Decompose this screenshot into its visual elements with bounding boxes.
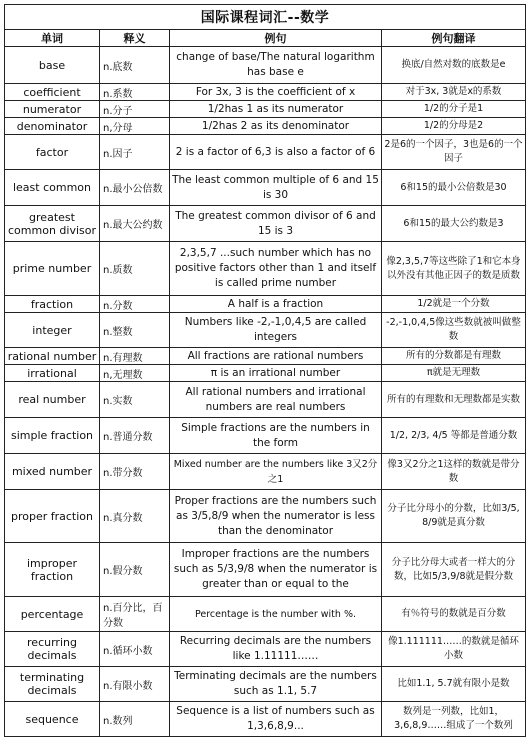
table-row [5,382,526,418]
word-cell: rational number [5,348,100,365]
meaning-cell: n.循环小数 [100,632,170,667]
meaning-cell: n.最小公倍数 [100,170,170,206]
translation-cell: 像1.111111……的数就是循环小数 [382,632,526,667]
word-cell: least common [5,170,100,206]
example-cell: Simple fractions are the numbers in the form [170,418,382,454]
header-translation: 例句翻译 [382,30,526,47]
translation-cell: 1/2的分母是2 [382,118,526,135]
meaning-cell: n,分母 [100,118,170,135]
table-row [5,101,526,118]
example-cell: A half is a fraction [170,296,382,313]
translation-cell: 数列是一列数，比如1，3,6,8,9……组成了一个数列 [382,702,526,737]
translation-cell: 所有的有理数和无理数都是实数 [382,382,526,418]
word-cell: prime number [5,242,100,296]
meaning-cell: n.带分数 [100,454,170,490]
translation-cell: 比如1.1, 5.7就有限小是数 [382,667,526,702]
table-row [5,313,526,348]
table-row [5,365,526,382]
translation-cell: 1/2, 2/3, 4/5 等都是普通分数 [382,418,526,454]
translation-cell: 有％符号的数就是百分数 [382,597,526,632]
meaning-cell: n.真分数 [100,490,170,543]
table-row [5,118,526,135]
translation-cell: 换底/自然对数的底数是e [382,47,526,84]
example-cell: Sequence is a list of numbers such as 1,3,6,8,9... [170,702,382,737]
table-row [5,667,526,702]
example-cell: change of base/The natural logarithm has base e [170,47,382,84]
translation-cell: 像2,3,5,7等这些除了1和它本身以外没有其他正因子的数是质数 [382,242,526,296]
meaning-cell: n.整数 [100,313,170,348]
word-cell: proper fraction [5,490,100,543]
meaning-cell: n.最大公约数 [100,206,170,242]
vocabulary-sheet [4,4,525,737]
meaning-cell: n.数列 [100,702,170,737]
title-row [5,5,526,30]
example-cell: All fractions are rational numbers [170,348,382,365]
table-body [5,47,526,737]
example-cell: For 3x, 3 is the coefficient of x [170,84,382,101]
example-cell: Numbers like -2,-1,0,4,5 are called integers [170,313,382,348]
translation-cell: 6和15的最小公倍数是30 [382,170,526,206]
table-row [5,296,526,313]
word-cell: mixed number [5,454,100,490]
table-row [5,418,526,454]
word-cell: fraction [5,296,100,313]
translation-cell: 6和15的最大公约数是3 [382,206,526,242]
translation-cell: 所有的分数都是有理数 [382,348,526,365]
header-row [5,30,526,47]
meaning-cell: n.百分比，百分数 [100,597,170,632]
header-example: 例句 [170,30,382,47]
word-cell: factor [5,135,100,170]
example-cell: Percentage is the number with %. [170,597,382,632]
example-cell: 1/2has 1 as its numerator [170,101,382,118]
word-cell: numerator [5,101,100,118]
translation-cell: 2是6的一个因子，3也是6的一个因子 [382,135,526,170]
sheet-title: 国际课程词汇--数学 [5,5,526,30]
table-row [5,170,526,206]
vocabulary-table [4,4,526,737]
meaning-cell: n.假分数 [100,543,170,597]
table-row [5,135,526,170]
example-cell: The least common multiple of 6 and 15 is 30 [170,170,382,206]
word-cell: greatest common divisor [5,206,100,242]
meaning-cell: n.实数 [100,382,170,418]
translation-cell: 分子比分母大或者一样大的分数，比如5/3,9/8就是假分数 [382,543,526,597]
table-row [5,702,526,737]
word-cell: improper fraction [5,543,100,597]
example-cell: All rational numbers and irrational numbers are real numbers [170,382,382,418]
translation-cell: 1/2的分子是1 [382,101,526,118]
translation-cell: -2,-1,0,4,5像这些数就被叫做整数 [382,313,526,348]
table-row [5,490,526,543]
word-cell: coefficient [5,84,100,101]
word-cell: recurring decimals [5,632,100,667]
meaning-cell: n.普通分数 [100,418,170,454]
table-row [5,206,526,242]
table-row [5,632,526,667]
table-row [5,597,526,632]
table-row [5,454,526,490]
table-row [5,348,526,365]
meaning-cell: n.质数 [100,242,170,296]
word-cell: terminating decimals [5,667,100,702]
word-cell: percentage [5,597,100,632]
meaning-cell: n.分数 [100,296,170,313]
translation-cell: 1/2就是一个分数 [382,296,526,313]
meaning-cell: n.底数 [100,47,170,84]
table-row [5,242,526,296]
translation-cell: 对于3x, 3就是x的系数 [382,84,526,101]
example-cell: Proper fractions are the numbers such as 3/5,8/9 when the numerator is less than the denominator [170,490,382,543]
translation-cell: 像3又2分之1这样的数就是带分数 [382,454,526,490]
word-cell: simple fraction [5,418,100,454]
example-cell: Recurring decimals are the numbers like 1.11111…… [170,632,382,667]
word-cell: sequence [5,702,100,737]
header-meaning: 释义 [100,30,170,47]
word-cell: real number [5,382,100,418]
example-cell: Mixed number are the numbers like 3又2分之1 [170,454,382,490]
word-cell: integer [5,313,100,348]
table-row [5,84,526,101]
example-cell: 1/2has 2 as its denominator [170,118,382,135]
word-cell: irrational [5,365,100,382]
meaning-cell: n.因子 [100,135,170,170]
word-cell: base [5,47,100,84]
table-row [5,47,526,84]
translation-cell: 分子比分母小的分数，比如3/5, 8/9就是真分数 [382,490,526,543]
meaning-cell: n,无理数 [100,365,170,382]
meaning-cell: n.分子 [100,101,170,118]
meaning-cell: n.有理数 [100,348,170,365]
example-cell: Improper fractions are the numbers such as 5/3,9/8 when the numerator is greater than or equal to the [170,543,382,597]
example-cell: 2 is a factor of 6,3 is also a factor of 6 [170,135,382,170]
header-word: 单词 [5,30,100,47]
example-cell: Terminating decimals are the numbers such as 1.1, 5.7 [170,667,382,702]
example-cell: 2,3,5,7 ...such number which has no positive factors other than 1 and itself is called prime number [170,242,382,296]
table-row [5,543,526,597]
translation-cell: π就是无理数 [382,365,526,382]
meaning-cell: n.有限小数 [100,667,170,702]
meaning-cell: n.系数 [100,84,170,101]
word-cell: denominator [5,118,100,135]
example-cell: The greatest common divisor of 6 and 15 is 3 [170,206,382,242]
example-cell: π is an irrational number [170,365,382,382]
